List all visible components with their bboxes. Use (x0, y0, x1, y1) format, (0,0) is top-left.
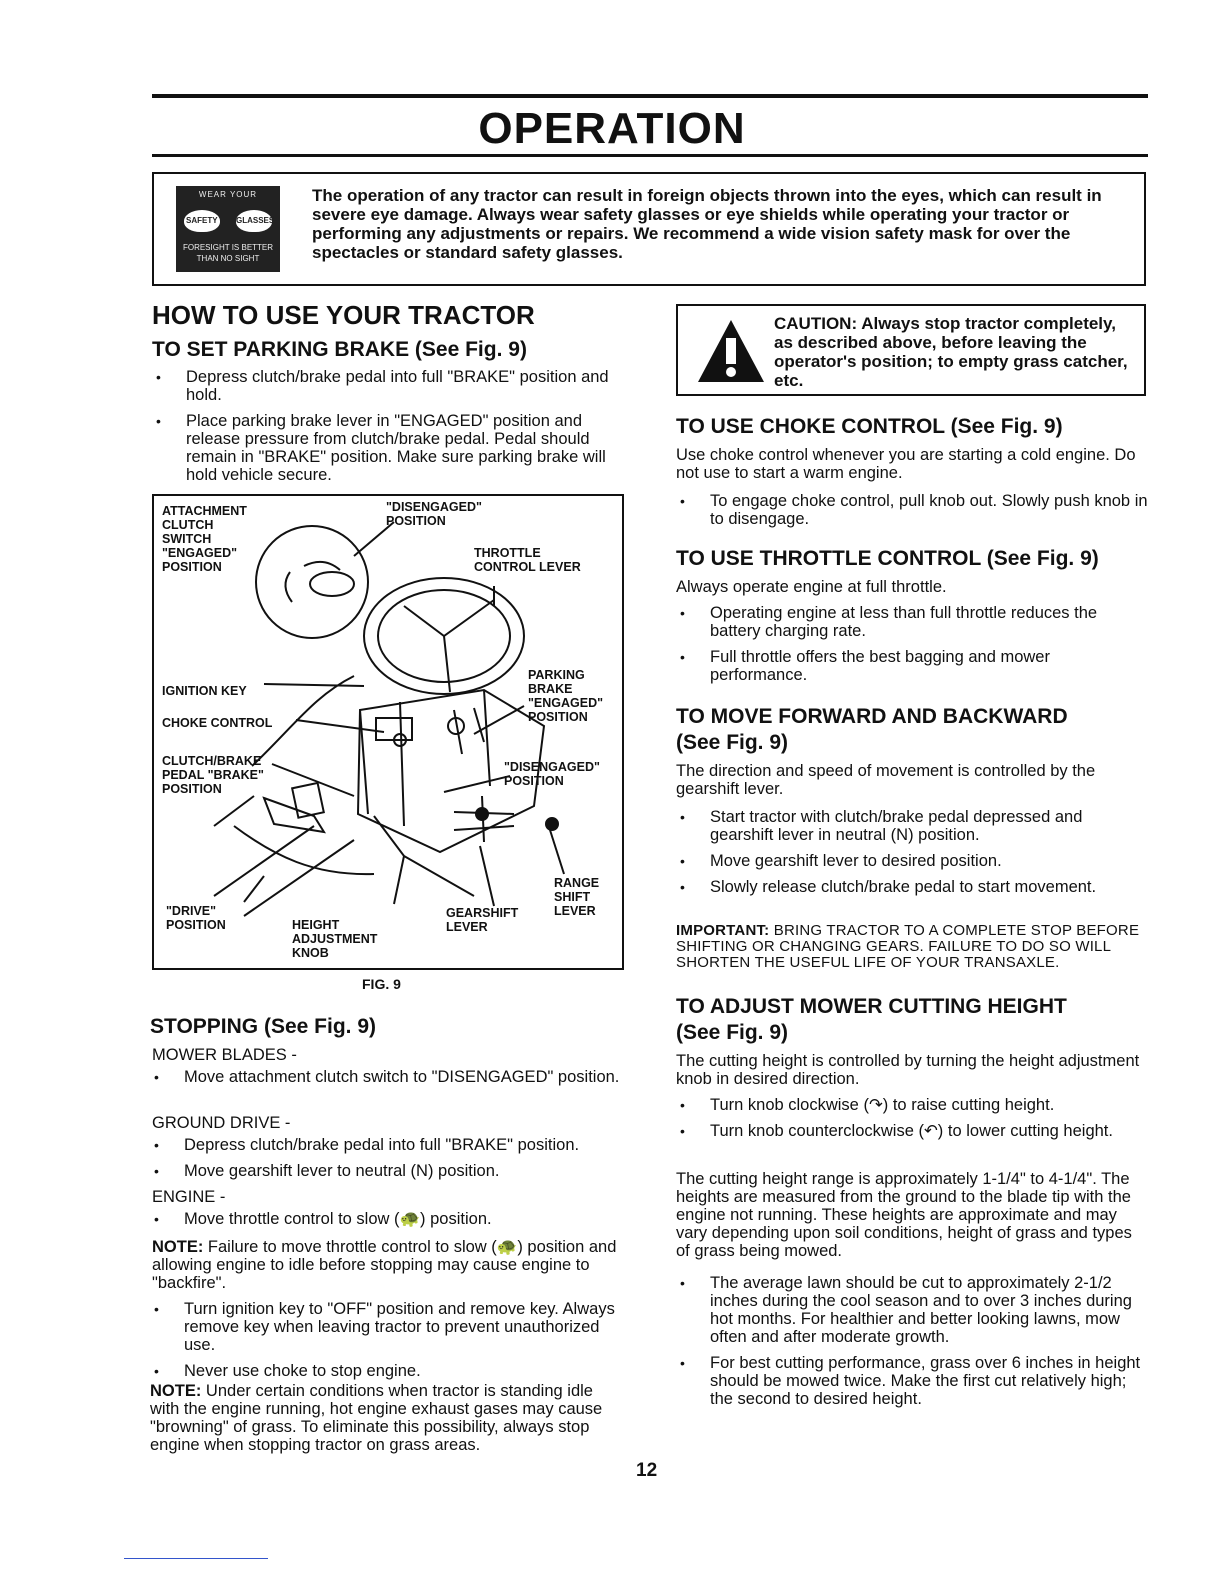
list-item: • To engage choke control, pull knob out. Slowly push knob in to disengage. (676, 492, 1148, 528)
label-disengaged-mid: "DISENGAGED" POSITION (504, 760, 600, 788)
label-disengaged-top: "DISENGAGED" POSITION (386, 500, 482, 528)
height-heading-sub: (See Fig. 9) (676, 1021, 789, 1044)
engine-label: ENGINE - (152, 1188, 226, 1206)
list-item: • Operating engine at less than full throttle reduces the battery charging rate. (676, 604, 1148, 640)
move-list (676, 808, 1148, 904)
choke-list (676, 492, 1148, 536)
badge-top-text: WEAR YOUR (198, 190, 258, 199)
engine-list-2 (150, 1300, 626, 1388)
list-item: • Slowly release clutch/brake pedal to start movement. (676, 878, 1148, 896)
label-attachment-switch: ATTACHMENT CLUTCH SWITCH "ENGAGED" POSITION (162, 504, 247, 574)
badge-left-text: SAFETY (186, 216, 218, 225)
page-number: 12 (636, 1460, 658, 1481)
list-item: • Move gearshift lever to desired position. (676, 852, 1148, 870)
height-range-para: The cutting height range is approximately 1-1/4" to 4-1/4". The heights are measured from the ground to the blade tip with the engine not running. These heights are approximate and may vary depending upon soil conditions, height of grass and types of grass being mowed. (676, 1170, 1132, 1260)
label-choke-control: CHOKE CONTROL (162, 716, 273, 730)
choke-heading: TO USE CHOKE CONTROL (See Fig. 9) (676, 415, 1063, 438)
list-item: • Start tractor with clutch/brake pedal depressed and gearshift lever in neutral (N) position. (676, 808, 1148, 844)
mower-blades-list (150, 1068, 626, 1094)
list-item: • Move gearshift lever to neutral (N) position. (150, 1162, 626, 1180)
figure-9 (152, 494, 624, 970)
note-text: Under certain conditions when tractor is standing idle with the engine running, hot engine exhaust gases may cause "browning" of grass. To eliminate this possibility, always stop engine when stopping tractor on grass areas. (150, 1382, 603, 1454)
choke-para: Use choke control whenever you are starting a cold engine. Do not use to start a warm engine. (676, 446, 1136, 482)
label-throttle-lever: THROTTLE CONTROL LEVER (474, 546, 581, 574)
list-item: • Place parking brake lever in "ENGAGED" position and release pressure from clutch/brake pedal. Pedal should remain in "BRAKE" position. Make sure parking brake will hold vehicle secure. (152, 412, 626, 484)
parking-brake-list (152, 368, 626, 492)
label-range-shift-lever: RANGE SHIFT LEVER (554, 876, 600, 918)
eye-safety-warning (152, 172, 1146, 286)
how-to-heading: HOW TO USE YOUR TRACTOR (152, 300, 535, 330)
throttle-list (676, 604, 1148, 692)
list-item: • Turn knob clockwise (↷) to raise cutting height. (676, 1096, 1148, 1114)
throttle-para: Always operate engine at full throttle. (676, 578, 947, 596)
label-height-knob: HEIGHT ADJUSTMENT KNOB (292, 918, 378, 960)
note-label: NOTE: (152, 1238, 204, 1256)
list-item: • The average lawn should be cut to approximately 2-1/2 inches during the cool season and to over 3 inches during hot months. For healthier and better looking lawns, mow often and after moderate growth. (676, 1274, 1148, 1346)
badge-right-text: GLASSES (236, 216, 275, 225)
move-para: The direction and speed of movement is controlled by the gearshift lever. (676, 762, 1096, 798)
title-rule (152, 154, 1148, 157)
safety-glasses-badge-icon (176, 186, 280, 272)
ground-drive-list (150, 1136, 626, 1188)
throttle-heading: TO USE THROTTLE CONTROL (See Fig. 9) (676, 547, 1099, 570)
label-drive-position: "DRIVE" POSITION (166, 904, 226, 932)
label-gearshift-lever: GEARSHIFT LEVER (446, 906, 519, 934)
page-title: OPERATION (478, 104, 746, 153)
caution-triangle-icon (696, 318, 766, 384)
label-parking-brake: PARKING BRAKE "ENGAGED" POSITION (528, 668, 604, 724)
move-heading: TO MOVE FORWARD AND BACKWARD (676, 705, 1068, 728)
list-item: • Never use choke to stop engine. (150, 1362, 626, 1380)
list-item: • Move throttle control to slow (🐢) position. (150, 1210, 626, 1228)
engine-list (150, 1210, 626, 1236)
parking-brake-heading: TO SET PARKING BRAKE (See Fig. 9) (152, 338, 527, 361)
label-clutch-brake-pedal: CLUTCH/BRAKE PEDAL "BRAKE" POSITION (162, 754, 264, 796)
height-list (676, 1096, 1148, 1148)
top-rule (152, 94, 1148, 98)
label-ignition-key: IGNITION KEY (162, 684, 247, 698)
height-heading: TO ADJUST MOWER CUTTING HEIGHT (676, 995, 1067, 1018)
note-browning (150, 1382, 626, 1454)
list-item: • Full throttle offers the best bagging and mower performance. (676, 648, 1148, 684)
footer-rule (124, 1558, 268, 1559)
height-para: The cutting height is controlled by turning the height adjustment knob in desired direction. (676, 1052, 1140, 1088)
important-note (676, 923, 1148, 971)
list-item: • Depress clutch/brake pedal into full "BRAKE" position and hold. (152, 368, 626, 404)
important-text: BRING TRACTOR TO A COMPLETE STOP BEFORE SHIFTING OR CHANGING GEARS. FAILURE TO DO SO WILL SHORTEN THE USEFUL LIFE OF YOUR TRANSAXLE. (676, 922, 1140, 971)
attachment-switch-detail (256, 526, 368, 638)
list-item: • For best cutting performance, grass over 6 inches in height should be mowed twice. Make the first cut relatively high; the second to desired height. (676, 1354, 1148, 1408)
stopping-heading: STOPPING (See Fig. 9) (150, 1015, 376, 1038)
note-backfire (152, 1238, 626, 1292)
list-item: • Depress clutch/brake pedal into full "BRAKE" position. (150, 1136, 626, 1154)
list-item: • Turn knob counterclockwise (↶) to lower cutting height. (676, 1122, 1148, 1140)
badge-bottom-text: FORESIGHT IS BETTER THAN NO SIGHT (182, 243, 274, 263)
figure-caption: FIG. 9 (362, 976, 401, 992)
move-heading-sub: (See Fig. 9) (676, 731, 789, 754)
important-label: IMPORTANT: (676, 922, 770, 939)
list-item: • Turn ignition key to "OFF" position and remove key. Always remove key when leaving tractor to prevent unauthorized use. (150, 1300, 626, 1354)
mower-blades-label: MOWER BLADES - (152, 1046, 297, 1064)
note-text: Failure to move throttle control to slow (🐢) position and allowing engine to idle before stopping may cause engine to "backfire". (152, 1238, 617, 1292)
lawn-tips-list (676, 1274, 1148, 1416)
list-item: • Move attachment clutch switch to "DISENGAGED" position. (150, 1068, 626, 1086)
note-label: NOTE: (150, 1382, 202, 1400)
ground-drive-label: GROUND DRIVE - (152, 1114, 291, 1132)
caution-text: CAUTION: Always stop tractor completely, as described above, before leaving the operator's position; to empty grass catcher, etc. (774, 314, 1128, 390)
caution-box (676, 304, 1146, 396)
eye-warning-text: The operation of any tractor can result in foreign objects thrown into the eyes, which can result in severe eye damage. Always wear safety glasses or eye shields while operating your tractor or performing any adjustments or repairs. We recommend a wide vision safety mask for over the spectacles or standard safety glasses. (312, 186, 1102, 262)
